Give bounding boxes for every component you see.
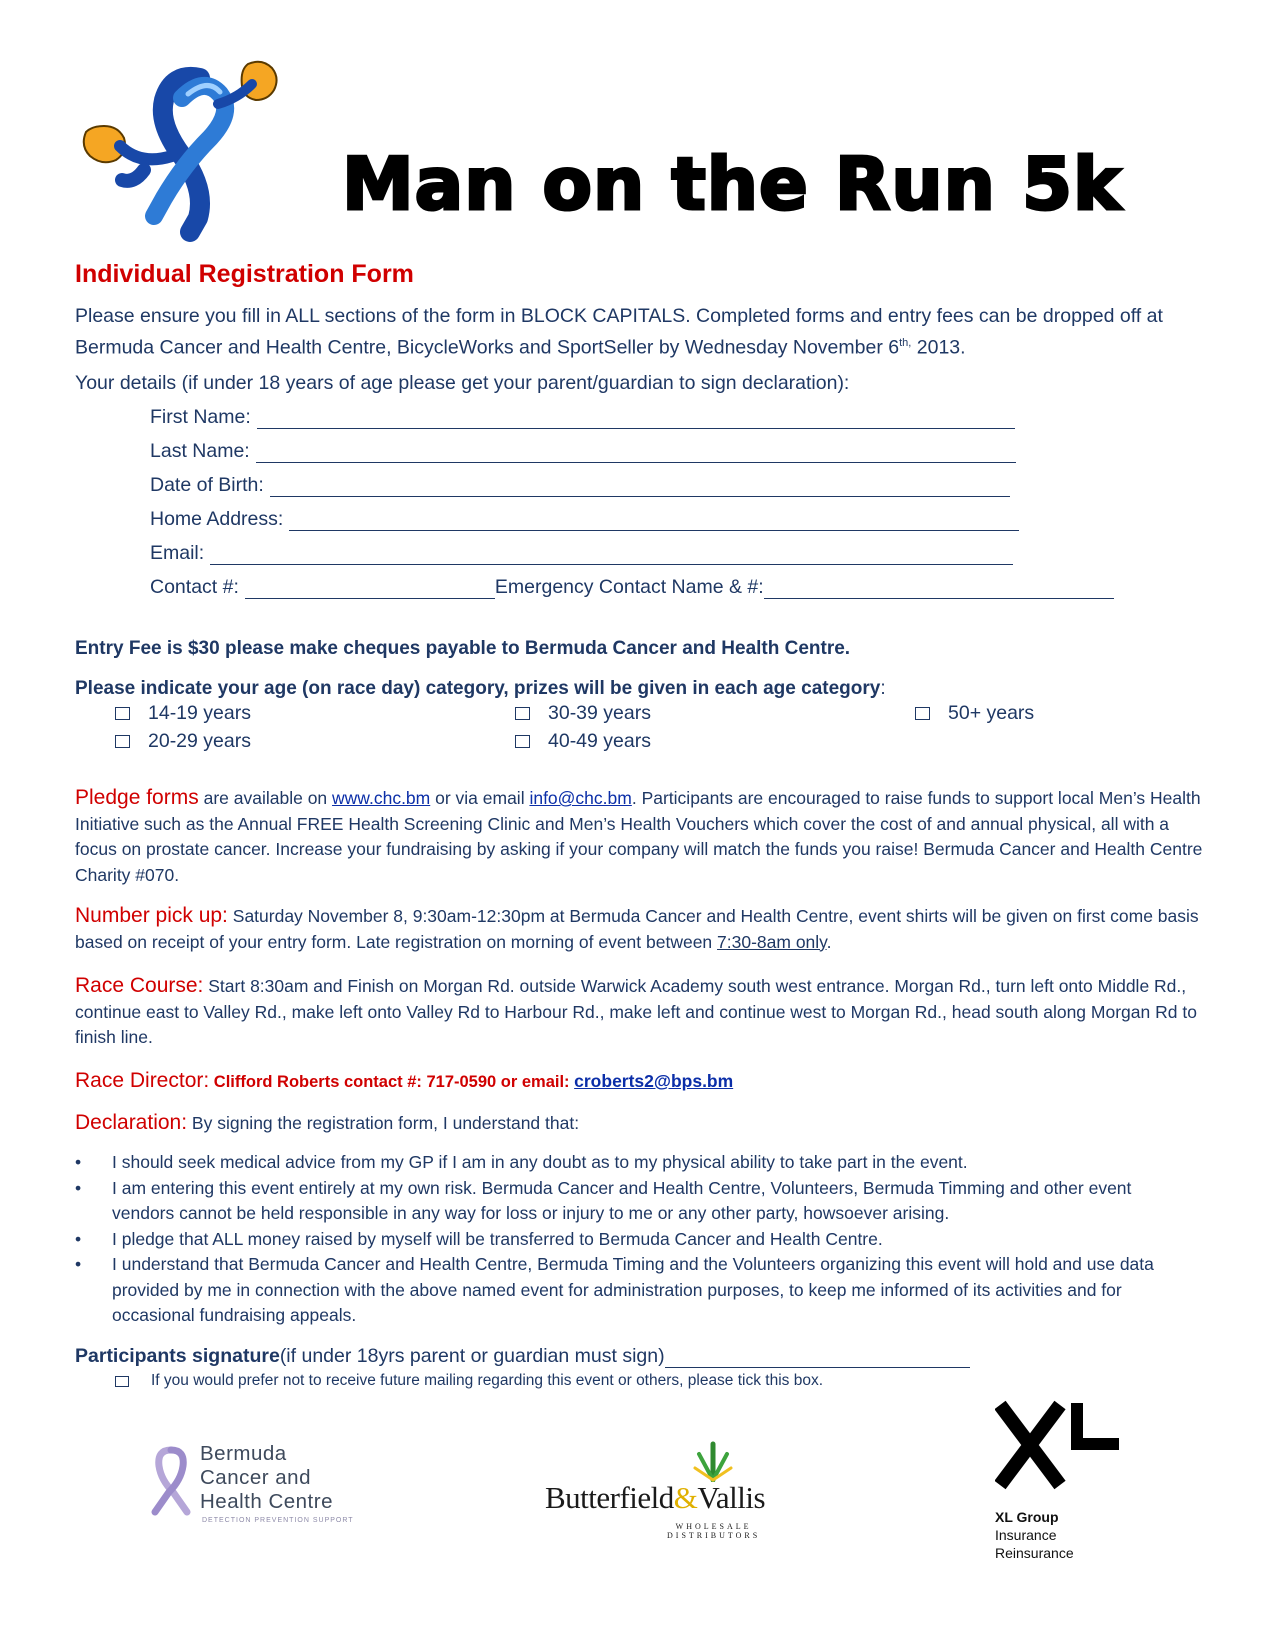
contact-line[interactable] xyxy=(245,580,495,599)
checkbox[interactable] xyxy=(115,707,130,720)
butterfield-vallis-logo: Butterfield&Vallis WHOLESALE DISTRIBUTORS xyxy=(545,1440,820,1535)
signature-field[interactable]: Participants signature (if under 18yrs parent or guardian must sign) xyxy=(75,1345,970,1368)
signature-line[interactable] xyxy=(665,1349,970,1368)
list-item: • I understand that Bermuda Cancer and Health Centre, Bermuda Timing and the Volunteers organizing this event will hold and use data provided by me in connection with the above named event for administration purposes, to keep me informed of its activities and for occasional fundraising appeals. xyxy=(75,1254,1154,1325)
emergency-line[interactable] xyxy=(764,580,1114,599)
bchc-logo: Bermuda Cancer and Health Centre DETECTION PREVENTION SUPPORT xyxy=(150,1442,360,1532)
list-item: • I pledge that ALL money raised by myself will be transferred to Bermuda Cancer and Health Centre. xyxy=(75,1228,883,1249)
xl-logo-icon xyxy=(995,1400,1120,1495)
contact-field[interactable]: Contact #: Emergency Contact Name & #: xyxy=(150,576,1114,599)
course-paragraph: Race Course: Start 8:30am and Finish on Morgan Rd. outside Warwick Academy south west entrance. Morgan Rd., turn left onto Middle Rd., continue east to Valley Rd., make left onto Valley Rd to Harbour Rd., make left and continue west to Morgan Rd., head south along Morgan Rd to finish line. xyxy=(75,974,1197,1047)
address-line[interactable] xyxy=(289,512,1019,531)
optout-checkbox[interactable] xyxy=(115,1376,129,1387)
intro-paragraph: Please ensure you fill in ALL sections of the form in BLOCK CAPITALS. Completed forms and entry fees can be dropped off at Bermuda Cancer and Health Centre, BicycleWorks and SportSeller by Wednesday November $6^{th,}$ 2013. xyxy=(75,305,1163,359)
optout-option[interactable]: If you would prefer not to receive future mailing regarding this event or others, please tick this box. xyxy=(115,1372,823,1390)
first-name-line[interactable] xyxy=(257,410,1015,429)
website-link[interactable]: www.chc.bm xyxy=(332,788,431,808)
declaration-list xyxy=(75,1150,1195,1329)
email-line[interactable] xyxy=(210,546,1013,565)
dob-line[interactable] xyxy=(270,478,1010,497)
pickup-paragraph: Number pick up: Saturday November 8, 9:30am-12:30pm at Bermuda Cancer and Health Centre, event shirts will be given on first come basis based on receipt of your entry form. Late registration on morning of event between 7:30-8am only. xyxy=(75,904,1199,952)
last-name-line[interactable] xyxy=(256,444,1016,463)
age-option-40-49[interactable]: 40-49 years xyxy=(515,730,651,753)
checkbox[interactable] xyxy=(515,735,530,748)
info-email-link[interactable]: info@chc.bm xyxy=(529,788,632,808)
director-paragraph: Race Director: Clifford Roberts contact #: 717-0590 or email: croberts2@bps.bm xyxy=(75,1069,734,1092)
event-title: Man on the Run 5k xyxy=(342,142,1122,226)
xl-group-logo: XL Group Insurance Reinsurance xyxy=(995,1400,1125,1570)
home-address-field[interactable]: Home Address: xyxy=(150,508,1019,531)
checkbox[interactable] xyxy=(115,735,130,748)
checkbox[interactable] xyxy=(515,707,530,720)
pledge-paragraph: Pledge forms are available on www.chc.bm or via email info@chc.bm. Participants are encouraged to raise funds to support local Men’s Health Initiative such as the Annual FREE Health Screening Clinic and Men’s Health Vouchers which cover the cost of and annual physical, all with a focus on prostate cancer. Increase your fundraising by asking if your company will match the funds you raise! Bermuda Cancer and Health Centre Charity #070. xyxy=(75,786,1203,885)
age-option-20-29[interactable]: 20-29 years xyxy=(115,730,251,753)
purple-ribbon-icon xyxy=(150,1446,192,1516)
age-option-50-plus[interactable]: 50+ years xyxy=(915,702,1034,725)
emergency-label: Emergency Contact Name & #: xyxy=(494,576,764,598)
checkbox[interactable] xyxy=(915,707,930,720)
first-name-field[interactable]: First Name: xyxy=(150,406,1015,429)
last-name-field[interactable]: Last Name: xyxy=(150,440,1016,463)
runner-ribbon-icon xyxy=(80,58,290,243)
form-heading: Individual Registration Form xyxy=(75,260,414,288)
pineapple-leaf-icon xyxy=(693,1440,733,1482)
age-prompt: Please indicate your age (on race day) category, prizes will be given in each age category: xyxy=(75,678,886,699)
declaration-paragraph: Declaration: By signing the registration form, I understand that: xyxy=(75,1111,580,1134)
email-field[interactable]: Email: xyxy=(150,542,1013,565)
list-item: • I should seek medical advice from my GP if I am in any doubt as to my physical ability to take part in the event. xyxy=(75,1152,968,1172)
list-item: • I am entering this event entirely at my own risk. Bermuda Cancer and Health Centre, Volunteers, Bermuda Timming and other event vendors cannot be held responsible in any way for loss or injury to me or any other party, howsoever arising. xyxy=(75,1177,1132,1223)
dob-field[interactable]: Date of Birth: xyxy=(150,474,1010,497)
age-option-30-39[interactable]: 30-39 years xyxy=(515,702,651,725)
entry-fee-note: Entry Fee is $30 please make cheques payable to Bermuda Cancer and Health Centre. xyxy=(75,638,851,659)
age-option-14-19[interactable]: 14-19 years xyxy=(115,702,251,725)
director-email-link[interactable]: croberts2@bps.bm xyxy=(574,1071,734,1091)
details-intro: Your details (if under 18 years of age please get your parent/guardian to sign declaration): xyxy=(75,372,850,394)
